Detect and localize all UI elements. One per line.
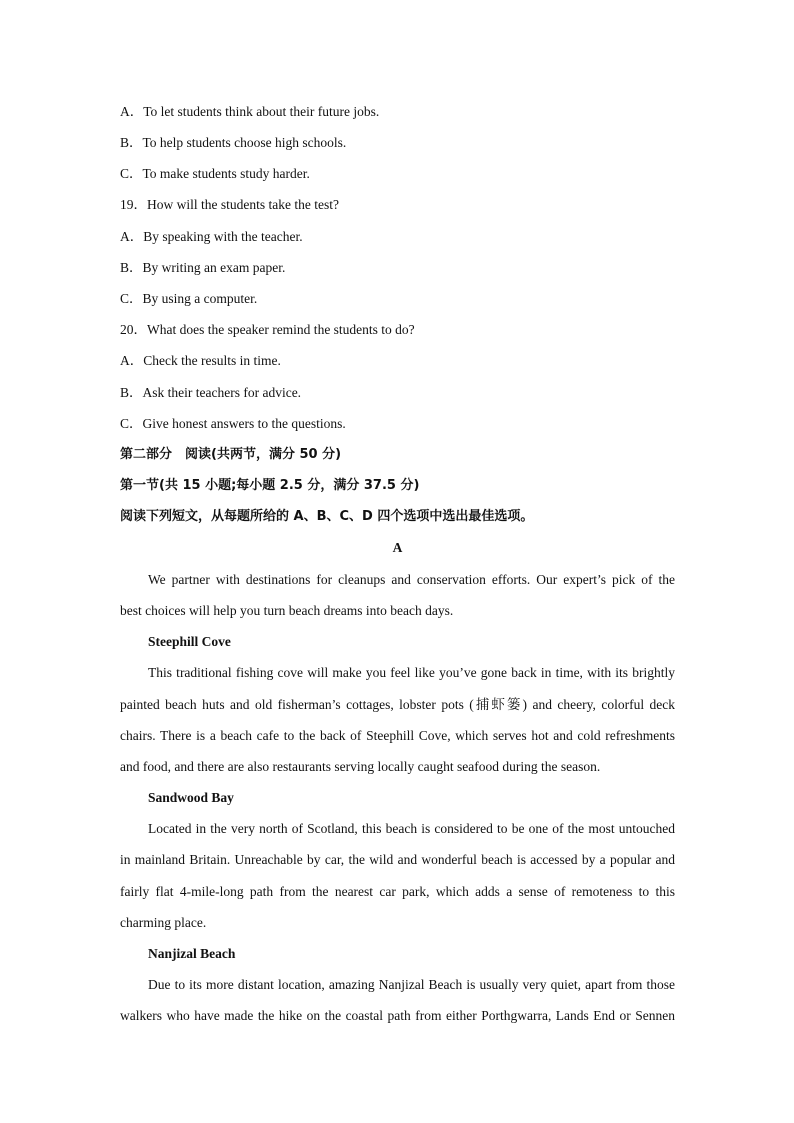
steephill-line-2: painted beach huts and old fisherman’s cottages, lobster pots (捕虾篓) and cheery, colorful deck <box>120 697 675 712</box>
sandwood-line-2: in mainland Britain. Unreachable by car, the wild and wonderful beach is accessed by a popular and <box>120 852 675 867</box>
steephill-line-1: This traditional fishing cove will make you feel like you’ve gone back in time, with its brightly <box>148 665 675 680</box>
sandwood-line-1: Located in the very north of Scotland, this beach is considered to be one of the most untouched <box>148 821 675 836</box>
reading-instruction: 阅读下列短文，从每题所给的 A、B、C、D 四个选项中选出最佳选项。 <box>120 509 534 524</box>
q20-option-b: B．Ask their teachers for advice. <box>120 385 302 400</box>
q18-option-b: B．To help students choose high schools. <box>120 135 347 150</box>
nanjizal-line-1: Due to its more distant location, amazing Nanjizal Beach is usually very quiet, apart from those <box>148 977 675 992</box>
q19-question: 19．How will the students take the test? <box>120 197 339 212</box>
beach-heading-nanjizal: Nanjizal Beach <box>148 946 236 961</box>
section-one-title: 第一节(共 15 小题;每小题 2.5 分，满分 37.5 分) <box>120 478 420 493</box>
q20-option-a: A．Check the results in time. <box>120 353 281 368</box>
sandwood-line-4: charming place. <box>120 915 207 930</box>
passage-label: A <box>392 540 403 555</box>
beach-heading-steephill: Steephill Cove <box>148 634 231 649</box>
q19-option-a: A．By speaking with the teacher. <box>120 229 303 244</box>
q19-option-c: C．By using a computer. <box>120 291 258 306</box>
part-two-title: 第二部分 阅读(共两节，满分 50 分) <box>120 447 342 462</box>
intro-line-2: best choices will help you turn beach dreams into beach days. <box>120 603 454 618</box>
beach-heading-sandwood: Sandwood Bay <box>148 790 234 805</box>
q20-option-c: C．Give honest answers to the questions. <box>120 416 346 431</box>
q18-option-a: A．To let students think about their future jobs. <box>120 104 380 119</box>
intro-line-1: We partner with destinations for cleanups and conservation efforts. Our expert’s pick of the <box>148 572 675 587</box>
q20-question: 20．What does the speaker remind the students to do? <box>120 322 415 337</box>
q19-option-b: B．By writing an exam paper. <box>120 260 286 275</box>
steephill-line-3: chairs. There is a beach cafe to the back of Steephill Cove, which serves hot and cold refreshments <box>120 728 675 743</box>
steephill-line-4: and food, and there are also restaurants serving locally caught seafood during the season. <box>120 759 601 774</box>
sandwood-line-3: fairly flat 4-mile-long path from the nearest car park, which adds a sense of remoteness to this <box>120 884 675 899</box>
q18-option-c: C．To make students study harder. <box>120 166 310 181</box>
nanjizal-line-2: walkers who have made the hike on the coastal path from either Porthgwarra, Lands End or Sennen <box>120 1008 675 1023</box>
